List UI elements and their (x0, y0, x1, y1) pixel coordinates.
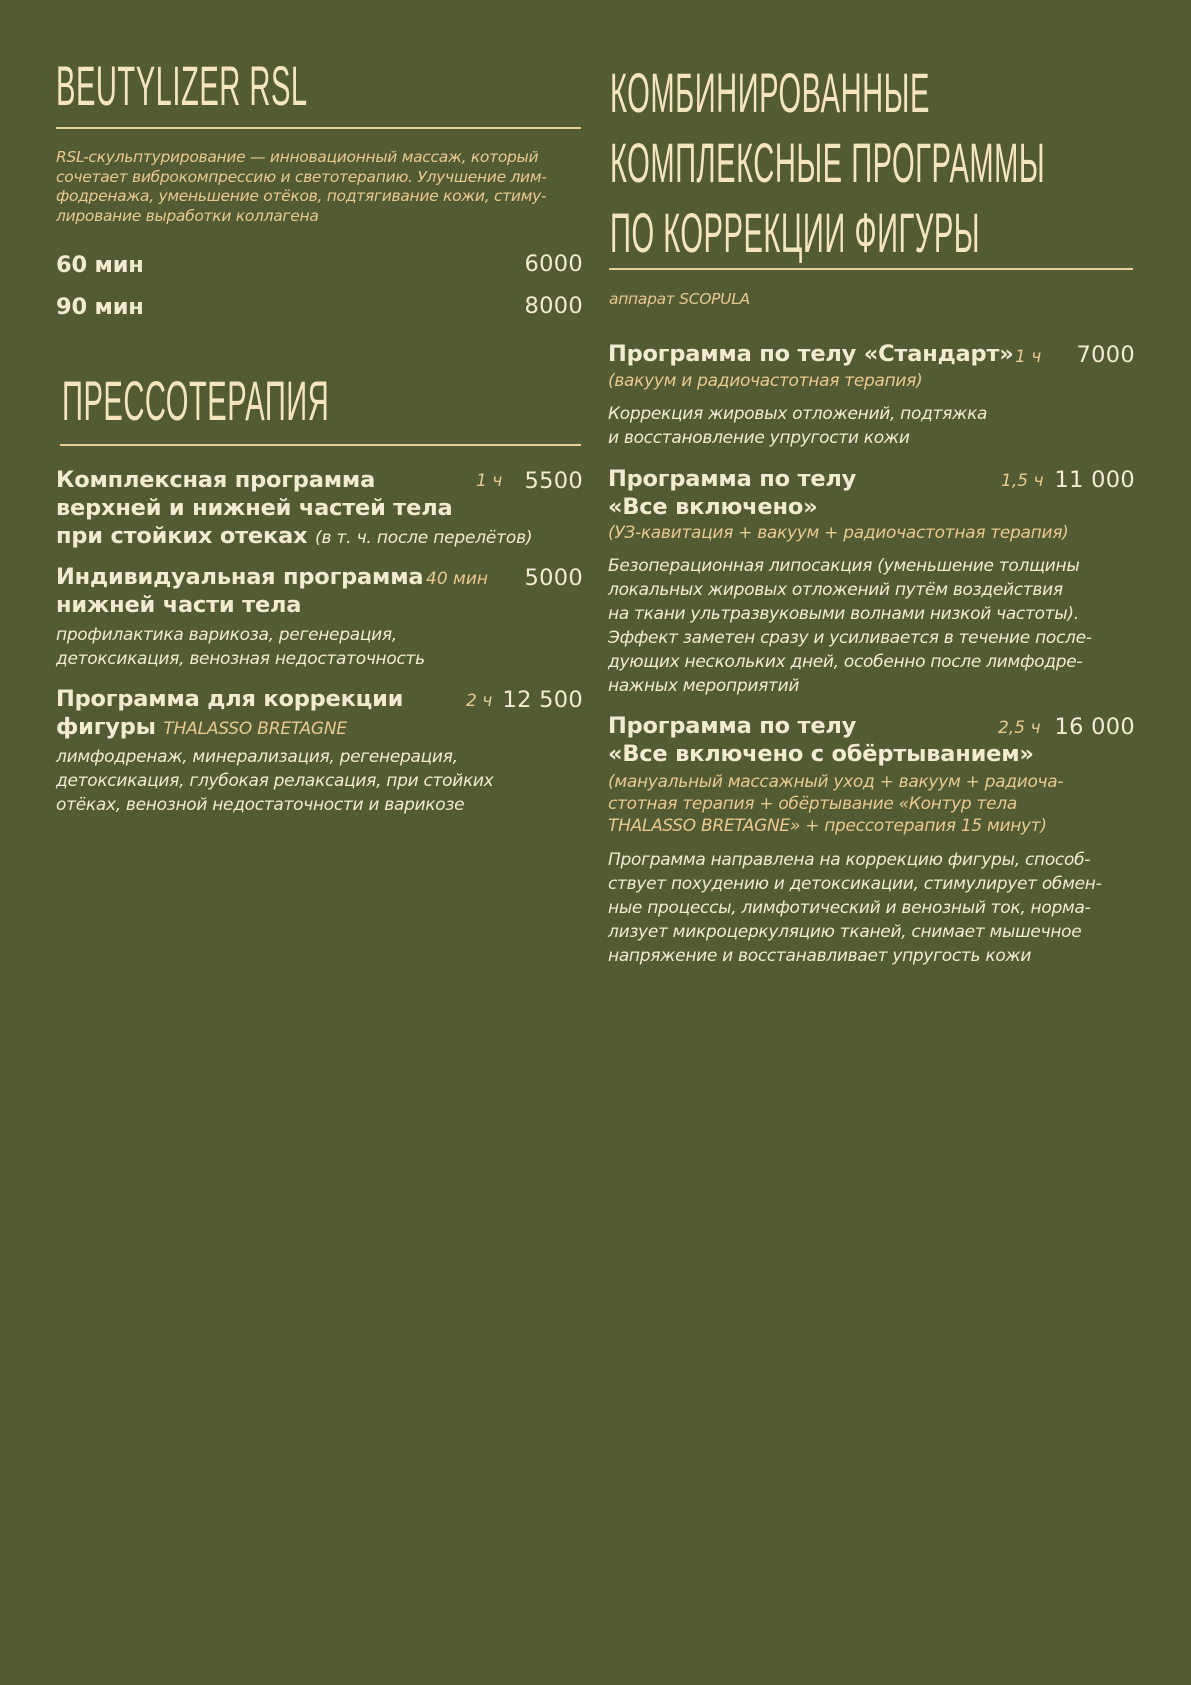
item-price: 7000 (1076, 342, 1135, 368)
description-line: Безоперационная липосакция (уменьшение толщины (608, 556, 1080, 576)
program-subtitle (608, 370, 922, 392)
subtitle-line: (УЗ-кавитация + вакуум + радиочастотная терапия) (608, 523, 1069, 543)
heading-line: КОМПЛЕКСНЫЕ ПРОГРАММЫ (610, 131, 1046, 194)
item-price: 12 500 (502, 687, 583, 713)
item-duration: 40 мин (426, 569, 489, 589)
pressotherapy-item-title (56, 685, 403, 743)
description-line: Программа направлена на коррекцию фигуры, способ- (608, 850, 1091, 870)
subtitle-line: стотная терапия + обёртывание «Контур тела (608, 794, 1017, 814)
beutylizer-row-label: 90 мин (56, 294, 144, 320)
title-note: (в т. ч. после перелётов) (315, 528, 533, 548)
program-description (608, 554, 1092, 698)
description-line: лирование выработки коллагена (56, 206, 319, 225)
item-price: 5500 (524, 468, 583, 494)
program-title (608, 465, 856, 521)
heading-line: ПО КОРРЕКЦИИ ФИГУРЫ (610, 201, 981, 264)
title-line: «Все включено с обёртыванием» (608, 741, 1034, 767)
item-duration: 2,5 ч (998, 718, 1041, 738)
description-line: дующих нескольких дней, особенно после лимфодре- (608, 652, 1083, 672)
pressotherapy-item-title (56, 563, 423, 619)
beutylizer-heading: BEUTYLIZER RSL (56, 54, 308, 117)
subtitle-line: (вакуум и радиочастотная терапия) (608, 371, 923, 391)
description-line: на ткани ультразвуковыми волнами низкой частоты). (608, 604, 1079, 624)
description-line: RSL-скульптурирование — инновационный массаж, который (56, 148, 539, 166)
item-price: 5000 (524, 565, 583, 591)
item-duration: 1,5 ч (1001, 471, 1044, 491)
device-label: аппарат SCOPULA (609, 290, 750, 308)
description-line: нажных мероприятий (608, 676, 800, 696)
beutylizer-row-price: 6000 (524, 251, 583, 277)
pressotherapy-item-title (56, 466, 532, 552)
description-line: детоксикация, венозная недостаточность (56, 649, 425, 669)
item-duration: 1 ч (1015, 347, 1042, 367)
description-line: сочетает виброкомпрессию и светотерапию. Улучшение лим- (56, 167, 547, 186)
beutylizer-divider (56, 127, 581, 129)
beutylizer-row-price: 8000 (524, 293, 583, 319)
program-subtitle (608, 522, 1068, 544)
item-duration: 2 ч (466, 691, 493, 711)
title-note: THALASSO BRETAGNE (163, 719, 347, 739)
program-subtitle (608, 771, 1063, 837)
program-description (608, 848, 1101, 968)
item-description (56, 745, 493, 817)
description-line: профилактика варикоза, регенерация, (56, 625, 397, 645)
description-line: локальных жировых отложений путём воздействия (608, 580, 1063, 600)
program-description (608, 402, 987, 450)
description-line: ствует похудению и детоксикации, стимулирует обмен- (608, 874, 1102, 894)
item-price: 16 000 (1054, 714, 1135, 740)
item-duration: 1 ч (476, 471, 503, 491)
title-line: «Все включено» (608, 494, 818, 520)
title-line: нижней части тела (56, 592, 302, 618)
title-line-text: фигуры (56, 714, 156, 740)
description-line: Эффект заметен сразу и усиливается в течение после- (608, 628, 1092, 648)
description-line: лимфодренаж, минерализация, регенерация, (56, 747, 458, 767)
pressotherapy-divider (60, 444, 581, 446)
title-line: Программа по телу (608, 713, 857, 739)
item-price: 11 000 (1054, 467, 1135, 493)
item-description (56, 623, 425, 671)
description-line: Коррекция жировых отложений, подтяжка (608, 404, 988, 424)
description-line: напряжение и восстанавливает упругость кожи (608, 946, 1032, 966)
title-line (56, 522, 532, 552)
subtitle-line: (мануальный массажный уход + вакуум + радиоча- (608, 772, 1064, 792)
beutylizer-description (56, 148, 547, 226)
description-line: лизует микроцеркуляцию тканей, снимает мышечное (608, 922, 1082, 942)
title-line: Индивидуальная программа (56, 564, 424, 590)
heading-line: КОМБИНИРОВАННЫЕ (610, 61, 930, 124)
subtitle-line: THALASSO BRETAGNE» + прессотерапия 15 минут) (608, 816, 1047, 836)
combined-programs-heading (610, 58, 1045, 268)
title-line (56, 713, 403, 743)
title-line-text: при стойких отеках (56, 523, 308, 549)
description-line: детоксикация, глубокая релаксация, при стойких (56, 771, 494, 791)
description-line: отёках, венозной недостаточности и варикозе (56, 795, 465, 815)
description-line: ные процессы, лимфотический и венозный ток, норма- (608, 898, 1091, 918)
title-line: Комплексная программа (56, 467, 376, 493)
title-line: Программа по телу «Стандарт» (608, 341, 1014, 367)
title-line: Программа для коррекции (56, 686, 404, 712)
program-title (608, 712, 1034, 768)
combined-programs-divider (609, 268, 1133, 270)
title-line: верхней и нижней частей тела (56, 495, 453, 521)
program-title (608, 340, 1014, 368)
beutylizer-row-label: 60 мин (56, 252, 144, 278)
title-line: Программа по телу (608, 466, 857, 492)
pressotherapy-heading: ПРЕССОТЕРАПИЯ (62, 369, 330, 432)
description-line: и восстановление упругости кожи (608, 428, 910, 448)
description-line: фодренажа, уменьшение отёков, подтягивание кожи, стиму- (56, 187, 547, 205)
